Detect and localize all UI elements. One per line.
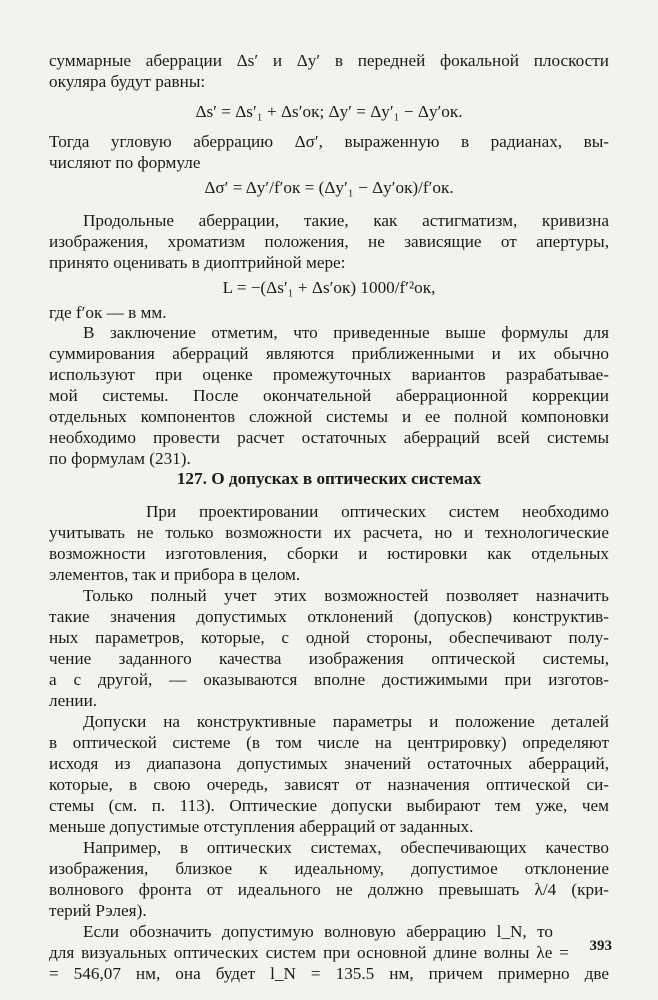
formula-summary-aberrations: Δs′ = Δs′₁ + Δs′ок; Δy′ = Δy′₁ − Δy′ок.	[195, 102, 463, 121]
text-line: ных параметров, которые, с одной стороны, обеспечивают полу-	[49, 628, 609, 647]
text-line: используют при оценке промежуточных вариантов разрабатывае-	[49, 365, 609, 384]
text-line: изображения, хроматизм положения, не зависящие от апертуры,	[49, 232, 609, 251]
text-line: необходимо провести расчет остаточных аберраций всей системы	[49, 428, 609, 447]
text-line: по формулам (231).	[49, 449, 191, 468]
text-line: волнового фронта от идеального не должно превышать λ/4 (кри-	[49, 880, 609, 899]
text-line: элементов, так и прибора в целом.	[49, 565, 301, 584]
text-line: суммарные аберрации Δs′ и Δy′ в передней фокальной плоскости	[49, 51, 609, 70]
text-line: которые, в свою очередь, зависят от назначения оптической си-	[49, 775, 609, 794]
text-line: лении.	[49, 691, 98, 710]
text-line: для визуальных оптических систем при основной длине волны λe =	[49, 943, 569, 962]
text-line: такие значения допустимых отклонений (допусков) конструктив-	[49, 607, 609, 626]
text-line: чение заданного качества изображения оптической системы,	[49, 649, 609, 668]
text-line: числяют по формуле	[49, 153, 201, 172]
text-line: При проектировании оптических систем необходимо	[146, 502, 609, 521]
text-line: отдельных компонентов сложной системы и ее полной компоновки	[49, 407, 609, 426]
text-line: окуляра будут равны:	[49, 72, 206, 91]
text-line: учитывать не только возможности их расчета, но и технологические	[49, 523, 609, 542]
text-line: В заключение отметим, что приведенные выше формулы для	[83, 323, 609, 342]
text-line: Только полный учет этих возможностей позволяет назначить	[83, 586, 609, 605]
text-line: Допуски на конструктивные параметры и положение деталей	[83, 712, 609, 731]
text-line: Если обозначить допустимую волновую аберрацию l_N, то	[83, 922, 553, 941]
text-line: суммирования аберраций являются приближенными и их обычно	[49, 344, 609, 363]
text-line: меньше допустимые отступления аберраций от заданных.	[49, 817, 474, 836]
page-number: 393	[589, 938, 612, 954]
where-line: где f′ок — в мм.	[49, 303, 167, 322]
text-line: а с другой, — оказываются вполне достижимыми при изготов-	[49, 670, 609, 689]
text-line: изображения, близкое к идеальному, допустимое отклонение	[49, 859, 609, 878]
text-line: Тогда угловую аберрацию Δσ′, выраженную в радианах, вы-	[49, 132, 609, 151]
formula-angular-aberration: Δσ′ = Δy′/f′ок = (Δy′₁ − Δy′ок)/f′ок.	[204, 178, 454, 197]
formula-diopter: L = −(Δs′₁ + Δs′ок) 1000/f′²ок,	[222, 278, 436, 297]
text-line: принято оценивать в диоптрийной мере:	[49, 253, 346, 272]
text-line: терий Рэлея).	[49, 901, 147, 920]
text-line: исходя из диапазона допустимых значений остаточных аберраций,	[49, 754, 609, 773]
text-line: Например, в оптических системах, обеспечивающих качество	[83, 838, 609, 857]
text-line: мой системы. После окончательной аберрационной коррекции	[49, 386, 609, 405]
text-line: стемы (см. п. 113). Оптические допуски выбирают тем уже, чем	[49, 796, 609, 815]
text-line: возможности изготовления, сборки и юстировки как отдельных	[49, 544, 609, 563]
text-line: = 546,07 нм, она будет l_N = 135.5 нм, причем примерно две	[49, 964, 609, 983]
text-line: Продольные аберрации, такие, как астигматизм, кривизна	[83, 211, 609, 230]
section-heading: 127. О допусках в оптических системах	[176, 469, 482, 488]
text-line: в оптической системе (в том числе на центрировку) определяют	[49, 733, 609, 752]
